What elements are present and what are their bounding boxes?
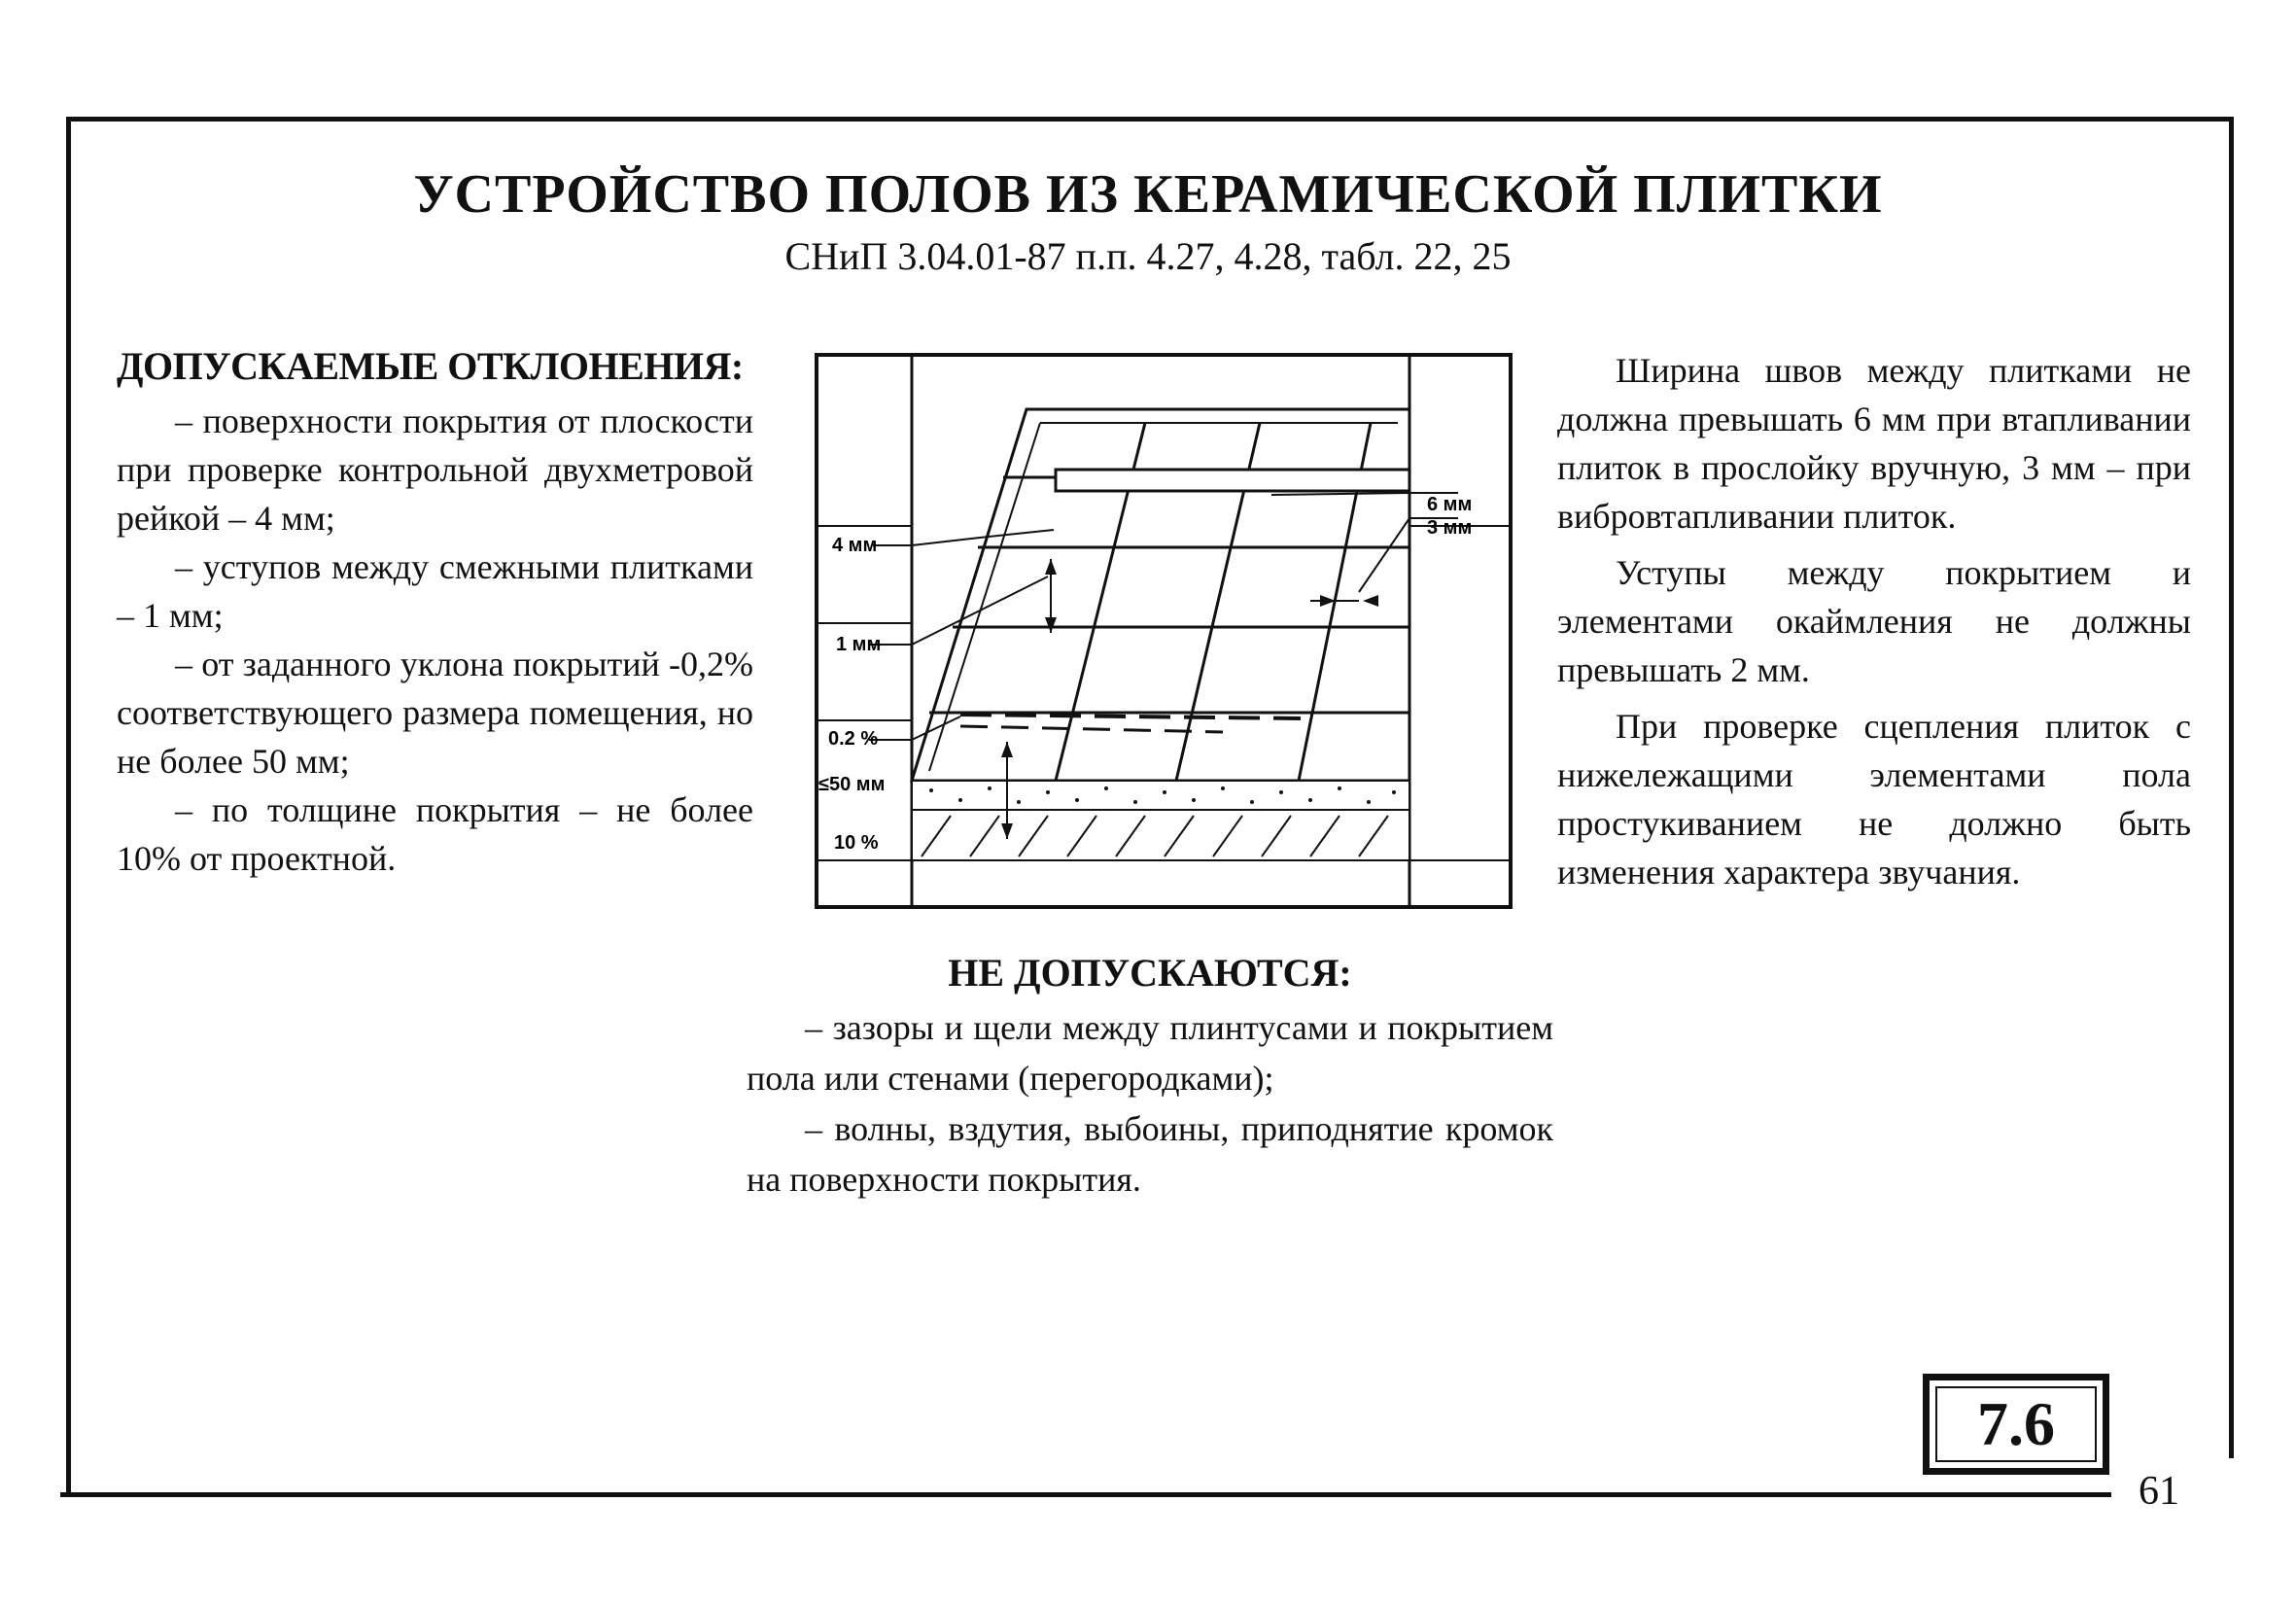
deviation-item: – поверхности покрытия от плоскости при проверке контрольной двухметровой рейкой – 4 мм; [117,402,753,538]
deviation-item: – от заданного уклона покрытий -0,2% соответствующего размера помещения, но не более 50 мм; [117,645,753,781]
label-3mm: 3 мм [1427,517,1473,539]
control-rail [1056,470,1409,491]
not-allowed-item: – волны, вздутия, выбоины, приподнятие кромок на поверхности покрытия. [747,1109,1553,1199]
requirement-paragraph: Уступы между покрытием и элементами окаймления не должны превышать 2 мм. [1557,553,2191,689]
not-allowed-section [747,948,1553,1205]
tile-floor-diagram [815,353,1513,909]
not-allowed-heading: НЕ ДОПУСКАЮТСЯ: [948,951,1352,995]
requirement-paragraph: При проверке сцепления плиток с нижележащими элементами пола простукиванием не должно быть изменения характера звучания. [1557,707,2191,891]
slope-line [960,715,1301,718]
section-box-inner-border [1935,1386,2097,1462]
label-50mm: ≤50 мм [818,774,886,795]
not-allowed-item: – зазоры и щели между плинтусами и покрытием пола или стенами (перегородками); [747,1008,1553,1098]
section-number-box [1923,1374,2109,1475]
deviation-item: – уступов между смежными плитками – 1 мм; [117,547,753,635]
frame-bottom-line [60,1492,2111,1497]
allowed-deviations-section [117,342,753,883]
requirement-paragraph: Ширина швов между плитками не должна превышать 6 мм при втапливании плиток в прослойку вручную, 3 мм – при вибровтапливании плиток. [1557,351,2191,536]
screed-layer [912,781,1409,810]
label-6mm: 6 мм [1427,494,1473,515]
joint-requirements-section [1557,346,2191,904]
frame-gap [2226,1458,2240,1517]
label-slope: 0.2 % [828,728,879,750]
label-1mm: 1 мм [836,634,882,655]
page-number: 61 [2139,1469,2179,1514]
page-subtitle: СНиП 3.04.01-87 п.п. 4.27, 4.28, табл. 22, 25 [784,234,1512,278]
deviation-item: – по толщине покрытия – не более 10% от проектной. [117,790,753,878]
label-4mm: 4 мм [832,535,878,556]
allowed-deviations-heading: ДОПУСКАЕМЫЕ ОТКЛОНЕНИЯ: [117,344,744,388]
label-10pct: 10 % [834,832,879,854]
section-number: 7.6 [1977,1389,2055,1458]
page-title: УСТРОЙСТВО ПОЛОВ ИЗ КЕРАМИЧЕСКОЙ ПЛИТКИ [413,164,1883,225]
